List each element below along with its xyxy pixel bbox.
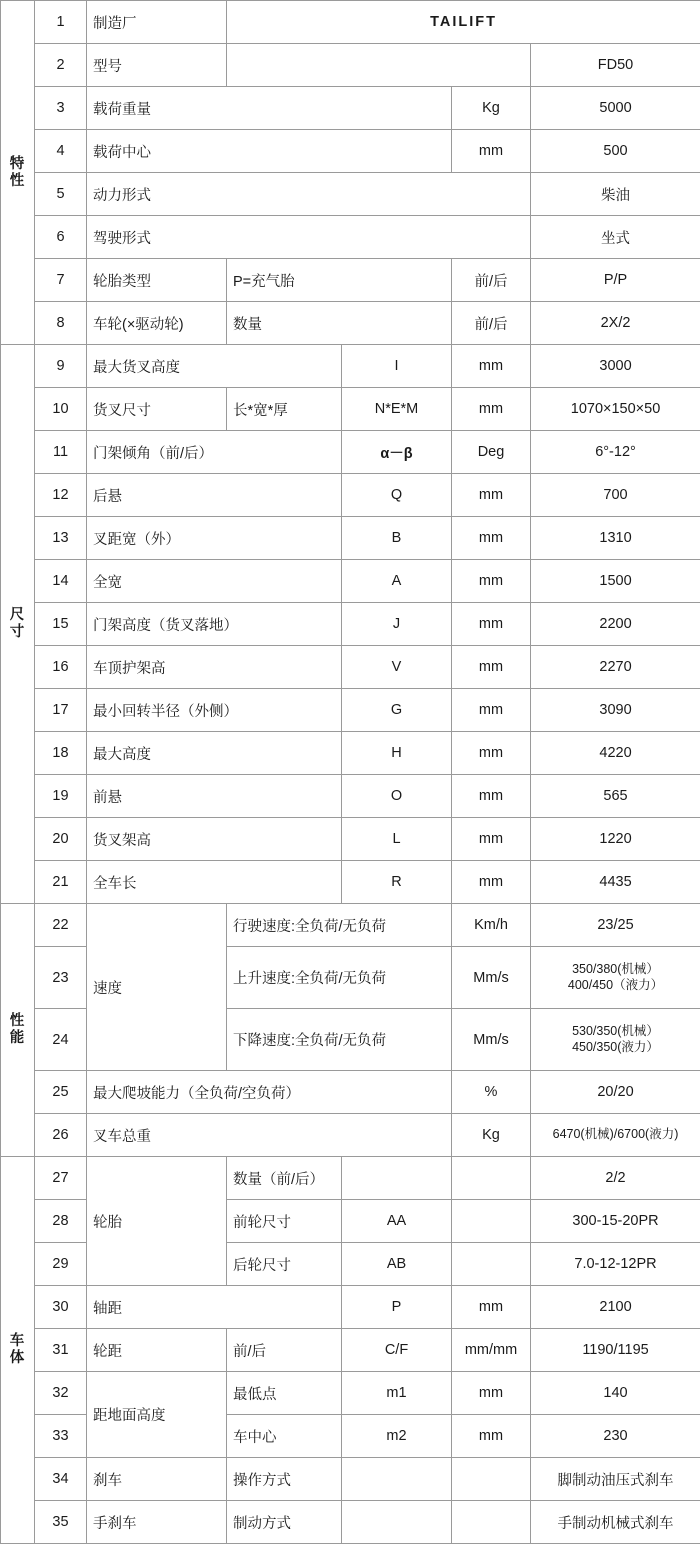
row-name: 轴距 <box>87 1286 342 1329</box>
row-unit: Mm/s <box>452 947 531 1009</box>
row-number: 30 <box>35 1286 87 1329</box>
row-name: 最大货叉高度 <box>87 345 342 388</box>
row-unit: Kg <box>452 87 531 130</box>
row-number: 9 <box>35 345 87 388</box>
row-unit: 前/后 <box>452 259 531 302</box>
row-value: 7.0-12-12PR <box>531 1243 700 1286</box>
row-number: 25 <box>35 1071 87 1114</box>
table-row <box>1 517 700 560</box>
row-unit: mm <box>452 560 531 603</box>
row-symbol: O <box>342 775 452 818</box>
row-name-tires: 轮胎 <box>87 1157 227 1286</box>
table-row <box>1 646 700 689</box>
row-number: 15 <box>35 603 87 646</box>
row-number: 34 <box>35 1458 87 1501</box>
row-symbol: V <box>342 646 452 689</box>
row-number: 4 <box>35 130 87 173</box>
table-row <box>1 1114 700 1157</box>
row-name: 叉车总重 <box>87 1114 452 1157</box>
row-sub: P=充气胎 <box>227 259 452 302</box>
row-unit <box>452 1458 531 1501</box>
row-value: 350/380(机械） 400/450（液力） <box>531 947 700 1009</box>
row-number: 11 <box>35 431 87 474</box>
row-number: 17 <box>35 689 87 732</box>
row-sub <box>227 44 531 87</box>
row-sub: 数量 <box>227 302 452 345</box>
row-unit: mm <box>452 474 531 517</box>
row-value: 500 <box>531 130 700 173</box>
row-name: 最大高度 <box>87 732 342 775</box>
row-value: 脚制动油压式刹车 <box>531 1458 700 1501</box>
row-number: 26 <box>35 1114 87 1157</box>
row-name: 叉距宽（外） <box>87 517 342 560</box>
row-number: 13 <box>35 517 87 560</box>
row-name: 前悬 <box>87 775 342 818</box>
row-value: 20/20 <box>531 1071 700 1114</box>
row-sub: 操作方式 <box>227 1458 342 1501</box>
row-unit: mm <box>452 1286 531 1329</box>
row-symbol: H <box>342 732 452 775</box>
row-number: 23 <box>35 947 87 1009</box>
row-value: 1190/1195 <box>531 1329 700 1372</box>
table-row <box>1 1286 700 1329</box>
row-number: 16 <box>35 646 87 689</box>
table-row <box>1 474 700 517</box>
group-label-performance: 性能 <box>1 904 35 1157</box>
row-value: 300-15-20PR <box>531 1200 700 1243</box>
row-value: 柴油 <box>531 173 700 216</box>
row-name: 型号 <box>87 44 227 87</box>
table-row <box>1 173 700 216</box>
row-symbol: I <box>342 345 452 388</box>
row-value: 2/2 <box>531 1157 700 1200</box>
row-unit: Km/h <box>452 904 531 947</box>
table-row <box>1 1458 700 1501</box>
row-sub: 后轮尺寸 <box>227 1243 342 1286</box>
row-sub: 最低点 <box>227 1372 342 1415</box>
table-row <box>1 259 700 302</box>
row-value: 3090 <box>531 689 700 732</box>
row-name-ground-clearance: 距地面高度 <box>87 1372 227 1458</box>
row-symbol: A <box>342 560 452 603</box>
row-unit: mm <box>452 517 531 560</box>
row-value: 2100 <box>531 1286 700 1329</box>
row-number: 12 <box>35 474 87 517</box>
row-value: 140 <box>531 1372 700 1415</box>
row-value: 530/350(机械） 450/350(液力） <box>531 1009 700 1071</box>
row-sub: 行驶速度:全负荷/无负荷 <box>227 904 452 947</box>
table-row <box>1 560 700 603</box>
row-number: 1 <box>35 1 87 44</box>
row-sub: 前轮尺寸 <box>227 1200 342 1243</box>
table-row <box>1 345 700 388</box>
row-symbol <box>342 1458 452 1501</box>
row-unit: mm <box>452 345 531 388</box>
table-row <box>1 388 700 431</box>
row-unit: Deg <box>452 431 531 474</box>
row-number: 3 <box>35 87 87 130</box>
row-symbol: B <box>342 517 452 560</box>
row-unit: Mm/s <box>452 1009 531 1071</box>
row-unit: mm <box>452 689 531 732</box>
row-name: 门架高度（货叉落地） <box>87 603 342 646</box>
row-symbol: Q <box>342 474 452 517</box>
row-value: 1070×150×50 <box>531 388 700 431</box>
row-name-speed: 速度 <box>87 904 227 1071</box>
row-symbol <box>342 1501 452 1544</box>
row-name: 最小回转半径（外侧） <box>87 689 342 732</box>
table-row <box>1 431 700 474</box>
row-symbol: J <box>342 603 452 646</box>
table-row <box>1 1329 700 1372</box>
row-value: 3000 <box>531 345 700 388</box>
row-value: 230 <box>531 1415 700 1458</box>
table-row <box>1 1157 700 1200</box>
row-symbol: G <box>342 689 452 732</box>
row-value: FD50 <box>531 44 700 87</box>
table-row <box>1 130 700 173</box>
row-unit: mm <box>452 603 531 646</box>
row-value: 手制动机械式刹车 <box>531 1501 700 1544</box>
table-row <box>1 216 700 259</box>
row-sub: 上升速度:全负荷/无负荷 <box>227 947 452 1009</box>
row-number: 27 <box>35 1157 87 1200</box>
group-label-features: 特性 <box>1 1 35 345</box>
row-number: 2 <box>35 44 87 87</box>
table-row <box>1 603 700 646</box>
row-value: 1500 <box>531 560 700 603</box>
row-value: 4435 <box>531 861 700 904</box>
table-row <box>1 689 700 732</box>
table-row <box>1 861 700 904</box>
row-value: 1310 <box>531 517 700 560</box>
row-value: 700 <box>531 474 700 517</box>
row-number: 8 <box>35 302 87 345</box>
table-row <box>1 818 700 861</box>
row-unit <box>452 1243 531 1286</box>
row-value: 坐式 <box>531 216 700 259</box>
row-symbol: P <box>342 1286 452 1329</box>
row-unit: mm <box>452 1415 531 1458</box>
row-name: 载荷中心 <box>87 130 452 173</box>
row-number: 20 <box>35 818 87 861</box>
table-row <box>1 1071 700 1114</box>
row-unit: 前/后 <box>452 302 531 345</box>
table-row <box>1 1501 700 1544</box>
row-name: 车轮(×驱动轮) <box>87 302 227 345</box>
row-number: 10 <box>35 388 87 431</box>
brand-logo: TAILIFT <box>227 1 700 44</box>
row-number: 5 <box>35 173 87 216</box>
row-unit <box>452 1200 531 1243</box>
row-name: 手刹车 <box>87 1501 227 1544</box>
table-row <box>1 1 700 44</box>
row-name: 轮距 <box>87 1329 227 1372</box>
table-row <box>1 775 700 818</box>
table-row <box>1 44 700 87</box>
row-name: 制造厂 <box>87 1 227 44</box>
row-symbol: L <box>342 818 452 861</box>
row-name: 刹车 <box>87 1458 227 1501</box>
row-unit: mm <box>452 861 531 904</box>
table-row <box>1 302 700 345</box>
row-number: 7 <box>35 259 87 302</box>
row-number: 21 <box>35 861 87 904</box>
row-number: 22 <box>35 904 87 947</box>
row-number: 35 <box>35 1501 87 1544</box>
row-unit: mm <box>452 130 531 173</box>
row-unit: mm <box>452 1372 531 1415</box>
row-unit: mm <box>452 646 531 689</box>
row-sub: 数量（前/后） <box>227 1157 342 1200</box>
row-name: 轮胎类型 <box>87 259 227 302</box>
table-row <box>1 904 700 947</box>
row-name: 载荷重量 <box>87 87 452 130</box>
row-number: 32 <box>35 1372 87 1415</box>
row-name: 车顶护架高 <box>87 646 342 689</box>
row-symbol: C/F <box>342 1329 452 1372</box>
row-symbol: AB <box>342 1243 452 1286</box>
row-name: 最大爬坡能力（全负荷/空负荷） <box>87 1071 452 1114</box>
row-number: 6 <box>35 216 87 259</box>
row-symbol <box>342 1157 452 1200</box>
row-unit: Kg <box>452 1114 531 1157</box>
row-number: 14 <box>35 560 87 603</box>
row-sub: 长*宽*厚 <box>227 388 342 431</box>
row-name: 驾驶形式 <box>87 216 531 259</box>
row-unit: mm <box>452 732 531 775</box>
row-unit: % <box>452 1071 531 1114</box>
row-unit: mm/mm <box>452 1329 531 1372</box>
row-sub: 车中心 <box>227 1415 342 1458</box>
row-number: 31 <box>35 1329 87 1372</box>
row-sub: 前/后 <box>227 1329 342 1372</box>
row-number: 18 <box>35 732 87 775</box>
table-row <box>1 87 700 130</box>
row-value: 2200 <box>531 603 700 646</box>
row-name: 后悬 <box>87 474 342 517</box>
row-value: 6470(机械)/6700(液力) <box>531 1114 700 1157</box>
row-sub: 下降速度:全负荷/无负荷 <box>227 1009 452 1071</box>
row-symbol: α－β <box>342 431 452 474</box>
row-value: 4220 <box>531 732 700 775</box>
table-row <box>1 1372 700 1415</box>
row-number: 29 <box>35 1243 87 1286</box>
row-name: 全宽 <box>87 560 342 603</box>
row-unit: mm <box>452 388 531 431</box>
row-value: 23/25 <box>531 904 700 947</box>
row-unit <box>452 1501 531 1544</box>
table-row <box>1 732 700 775</box>
row-value: 2X/2 <box>531 302 700 345</box>
row-value: 565 <box>531 775 700 818</box>
group-label-body: 车体 <box>1 1157 35 1544</box>
row-symbol: R <box>342 861 452 904</box>
row-symbol: m1 <box>342 1372 452 1415</box>
row-value: 1220 <box>531 818 700 861</box>
row-unit <box>452 1157 531 1200</box>
row-number: 28 <box>35 1200 87 1243</box>
row-number: 19 <box>35 775 87 818</box>
row-name: 全车长 <box>87 861 342 904</box>
row-name: 门架倾角（前/后） <box>87 431 342 474</box>
row-symbol: m2 <box>342 1415 452 1458</box>
row-number: 24 <box>35 1009 87 1071</box>
row-unit: mm <box>452 775 531 818</box>
group-label-dimensions: 尺寸 <box>1 345 35 904</box>
row-name: 货叉尺寸 <box>87 388 227 431</box>
row-name: 货叉架高 <box>87 818 342 861</box>
row-symbol: N*E*M <box>342 388 452 431</box>
row-value: P/P <box>531 259 700 302</box>
row-symbol: AA <box>342 1200 452 1243</box>
row-value: 6°-12° <box>531 431 700 474</box>
row-sub: 制动方式 <box>227 1501 342 1544</box>
row-number: 33 <box>35 1415 87 1458</box>
row-value: 2270 <box>531 646 700 689</box>
row-value: 5000 <box>531 87 700 130</box>
row-name: 动力形式 <box>87 173 531 216</box>
row-unit: mm <box>452 818 531 861</box>
